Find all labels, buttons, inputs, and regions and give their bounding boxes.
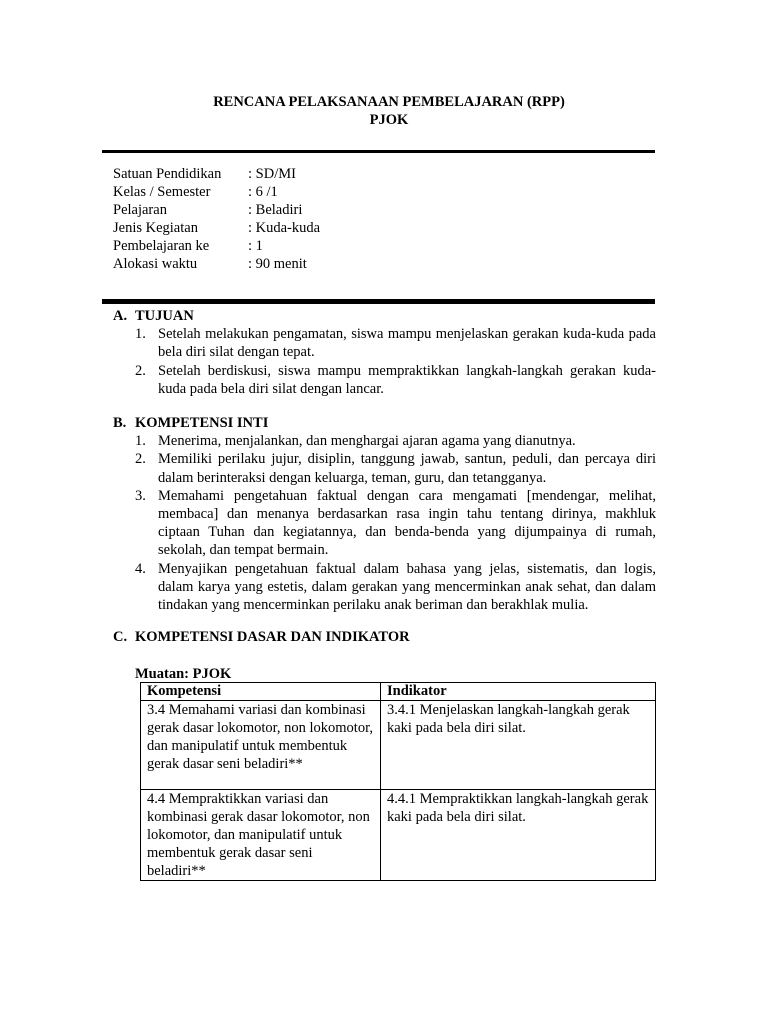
title-line-2: PJOK: [369, 112, 409, 128]
table-row: [141, 701, 656, 790]
identity-value: : Kuda-kuda: [248, 220, 321, 236]
section-heading: [113, 628, 656, 646]
item-number: 2.: [135, 451, 146, 468]
identity-label: Satuan Pendidikan: [113, 166, 222, 182]
section-heading: [113, 414, 656, 432]
tujuan-list: [113, 325, 656, 398]
document-title: [0, 93, 768, 129]
item-number: 3.: [135, 487, 146, 504]
item-text: Menerima, menjalankan, dan menghargai ajaran agama yang dianutnya.: [158, 433, 576, 450]
identity-row: [113, 255, 320, 273]
identity-row: [113, 165, 320, 183]
section-heading: [113, 307, 656, 325]
identity-label: Alokasi waktu: [113, 256, 198, 272]
list-item: [113, 432, 656, 450]
table-cell-indikator: 4.4.1 Mempraktikkan langkah-langkah gerak kaki pada bela diri silat.: [381, 790, 656, 881]
top-divider: [102, 150, 655, 153]
muatan-label: Muatan: PJOK: [135, 666, 232, 682]
section-letter: A.: [113, 308, 128, 324]
identity-value: : 90 menit: [248, 256, 307, 272]
table-cell-kompetensi: 4.4 Mempraktikkan variasi dan kombinasi gerak dasar lokomotor, non lokomotor, dan manipulatif untuk membentuk gerak dasar seni beladiri**: [141, 790, 381, 881]
column-header-kompetensi: Kompetensi: [141, 683, 381, 701]
item-text: Menyajikan pengetahuan faktual dalam bahasa yang jelas, sistematis, dan logis, dalam karya yang estetis, dalam gerakan yang mencerminkan anak sehat, dan dalam tindakan yang mencerminkan perilaku anak beriman dan berakhlak mulia.: [158, 560, 656, 614]
item-number: 1.: [135, 326, 146, 343]
identity-row: [113, 237, 320, 255]
identity-value: : SD/MI: [248, 166, 296, 182]
identity-value: : 6 /1: [248, 184, 278, 200]
list-item: [113, 560, 656, 615]
identity-value: : 1: [248, 238, 263, 254]
table-header-row: [141, 683, 656, 701]
kompetensi-table: [140, 682, 656, 881]
list-item: [113, 450, 656, 486]
item-number: 4.: [135, 560, 146, 577]
section-title: TUJUAN: [135, 308, 194, 324]
kompetensi-inti-list: [113, 432, 656, 614]
section-tujuan: [113, 307, 656, 398]
section-letter: C.: [113, 629, 128, 645]
identity-row: [113, 219, 320, 237]
identity-value: : Beladiri: [248, 202, 303, 218]
section-title: KOMPETENSI DASAR DAN INDIKATOR: [135, 629, 410, 645]
item-text: Setelah berdiskusi, siswa mampu mempraktikkan langkah-langkah gerakan kuda-kuda pada bela diri silat dengan lancar.: [158, 362, 656, 397]
identity-label: Jenis Kegiatan: [113, 220, 198, 236]
section-title: KOMPETENSI INTI: [135, 415, 269, 431]
identity-block: [113, 165, 320, 273]
section-letter: B.: [113, 415, 127, 431]
table-row: [141, 790, 656, 881]
table-cell-kompetensi: 3.4 Memahami variasi dan kombinasi gerak dasar lokomotor, non lokomotor, dan manipulatif untuk membentuk gerak dasar seni beladiri**: [141, 701, 381, 790]
identity-label: Pembelajaran ke: [113, 238, 210, 254]
identity-row: [113, 201, 320, 219]
item-number: 1.: [135, 433, 146, 450]
list-item: [113, 487, 656, 560]
title-line-1: RENCANA PELAKSANAAN PEMBELAJARAN (RPP): [213, 94, 565, 110]
identity-row: [113, 183, 320, 201]
item-number: 2.: [135, 362, 146, 379]
section-kompetensi-inti: [113, 414, 656, 614]
section-divider: [102, 299, 655, 304]
section-kompetensi-dasar: [113, 628, 656, 646]
item-text: Memiliki perilaku jujur, disiplin, tanggung jawab, santun, peduli, dan percaya diri dalam berinteraksi dengan keluarga, teman, guru, dan tetangganya.: [158, 451, 656, 486]
item-text: Setelah melakukan pengamatan, siswa mampu menjelaskan gerakan kuda-kuda pada bela diri silat dengan tepat.: [158, 326, 656, 361]
list-item: [113, 362, 656, 398]
column-header-indikator: Indikator: [381, 683, 656, 701]
list-item: [113, 325, 656, 361]
identity-label: Pelajaran: [113, 202, 167, 218]
identity-label: Kelas / Semester: [113, 184, 211, 200]
item-text: Memahami pengetahuan faktual dengan cara mengamati [mendengar, melihat, membaca] dan menanya berdasarkan rasa ingin tahu tentang dirinya, makhluk ciptaan Tuhan dan kegiatannya, dan benda-benda yang dijumpainya di rumah, sekolah, dan tempat bermain.: [158, 487, 656, 559]
table-cell-indikator: 3.4.1 Menjelaskan langkah-langkah gerak kaki pada bela diri silat.: [381, 701, 656, 790]
